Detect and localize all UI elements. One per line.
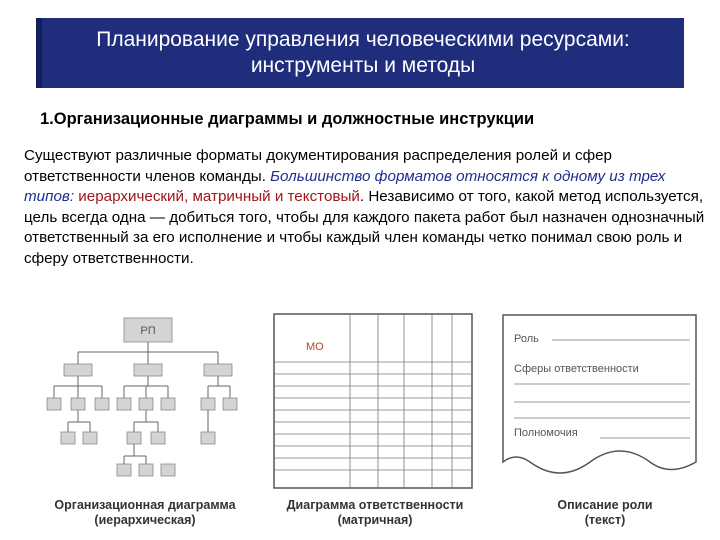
matrix-caption [270,498,480,528]
org-box [71,398,85,410]
matrix-diagram [272,312,474,492]
role-field-label: Роль [514,333,539,345]
org-box [151,432,165,444]
org-box [117,464,131,476]
org-box [117,398,131,410]
slide-title-line2: инструменты и методы [250,54,476,77]
org-box [201,432,215,444]
role-document-caption-line2: (текст) [584,513,626,527]
org-box [161,464,175,476]
section-heading: 1.Организационные диаграммы и должностные инструкции [40,110,535,128]
org-box [95,398,109,410]
slide-title [36,18,684,88]
slide-title-line1: Планирование управления человеческими ресурсами: [96,28,630,51]
org-box [204,364,232,376]
org-box [47,398,61,410]
org-chart-diagram [38,312,258,492]
paragraph-part-4: . Независимо от того, какой метод используется, цель всегда одна — добиться того, чтобы для каждого пакета работ был назначен однозначный ответственный за его исполнение и чтобы каждый член команды четко понимал свою роль и сферу ответственности. [24,188,705,267]
paragraph-highlight: иерархический, матричный и текстовый [78,188,360,205]
org-box [127,432,141,444]
role-document-caption [520,498,690,528]
org-box [201,398,215,410]
org-chart-caption-line2: (иерархическая) [94,513,196,527]
role-document-caption-line1: Описание роли [557,498,653,512]
org-box [139,398,153,410]
org-box [61,432,75,444]
matrix-caption-line2: (матричная) [337,513,413,527]
matrix-caption-line1: Диаграмма ответственности [286,498,464,512]
org-box [64,364,92,376]
role-document-diagram [500,312,705,492]
org-chart-caption [30,498,260,528]
matrix-cell-label: МО [306,341,324,353]
org-root-label: РП [140,325,156,337]
org-box [134,364,162,376]
org-box [223,398,237,410]
body-paragraph [24,146,714,269]
responsibility-field-label: Сферы ответственности [514,363,639,375]
paragraph-italic: Большинство форматов относятся к одному из трех типов: [24,167,666,205]
org-box [83,432,97,444]
authority-field-label: Полномочия [514,427,578,439]
org-chart-caption-line1: Организационная диаграмма [54,498,236,512]
org-box [161,398,175,410]
paragraph-part-1: Существуют различные форматы документирования распределения ролей и сфер ответственности членов команды. [24,147,612,185]
org-box [139,464,153,476]
